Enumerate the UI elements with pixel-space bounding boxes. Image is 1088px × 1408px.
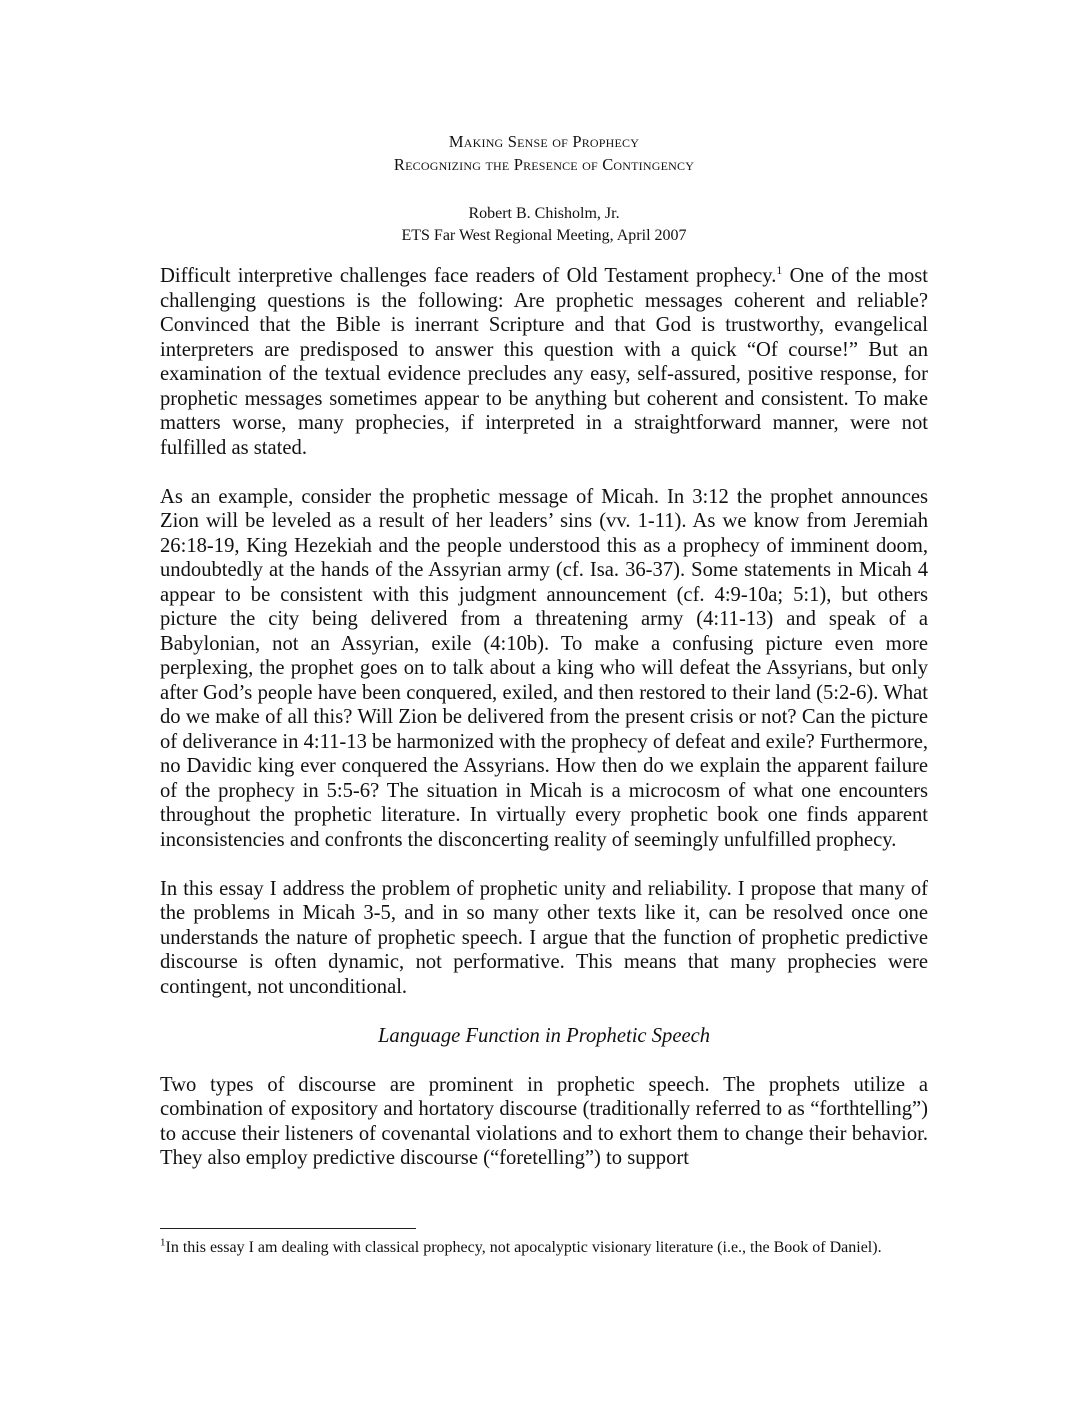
footnote <box>160 1237 928 1259</box>
paragraph-3: In this essay I address the problem of prophetic unity and reliability. I propose that many of the problems in Micah 3-5, and in so many other texts like it, can be resolved once one understands the nature of prophetic speech. I argue that the function of prophetic predictive discourse is often dynamic, not performative. This means that many prophecies were contingent, not unconditional. <box>160 877 928 998</box>
venue-line: ETS Far West Regional Meeting, April 2007 <box>401 227 687 244</box>
paragraph-2: As an example, consider the prophetic message of Micah. In 3:12 the prophet announces Zion will be leveled as a result of her leaders’ sins (vv. 1-11). As we know from Jeremiah 26:18-19, King Hezekiah and the people understood this as a prophecy of imminent doom, undoubtedly at the hands of the Assyrian army (cf. Isa. 36-37). Some statements in Micah 4 appear to be consistent with this judgment announcement (cf. 4:9-10a; 5:1), but others picture the city being delivered from a threatening army (4:11-13) and speak of a Babylonian, not an Assyrian, exile (4:10b). To make a confusing picture even more perplexing, the prophet goes on to talk about a king who will defeat the Assyrians, but only after God’s people have been conquered, exiled, and then restored to their land (5:2-6). What do we make of all this? Will Zion be delivered from the present crisis or not? Can the picture of deliverance in 4:11-13 be harmonized with the prophecy of defeat and exile? Furthermore, no Davidic king ever conquered the Assyrians. How then do we explain the apparent failure of the prophecy in 5:5-6? The situation in Micah is a microcosm of what one encounters throughout the prophetic literature. In virtually every prophetic book one finds apparent inconsistencies and confronts the disconcerting reality of seemingly unfulfilled prophecy. <box>160 485 928 851</box>
title-block <box>160 130 928 176</box>
footnote-reference: 1 <box>776 263 783 278</box>
body-text <box>160 264 928 1195</box>
paragraph-1-start: Difficult interpretive challenges face readers of Old Testament prophecy. <box>160 265 777 287</box>
title-line-2: Recognizing the Presence of Contingency <box>393 155 695 174</box>
author-block <box>160 203 928 247</box>
paragraph-1 <box>160 264 928 460</box>
document-page <box>160 0 928 1408</box>
author-name: Robert B. Chisholm, Jr. <box>468 205 620 222</box>
footnote-number: 1 <box>160 1236 166 1249</box>
section-heading: Language Function in Prophetic Speech <box>377 1024 711 1047</box>
footnote-divider <box>160 1228 416 1229</box>
paragraph-1-rest: One of the most challenging questions is the following: Are prophetic messages coherent and reliable? Convinced that the Bible is inerrant Scripture and that God is trustworthy, evangelical interpreters are predisposed to answer this question with a quick “Of course!” But an examination of the textual evidence precludes any easy, self-assured, positive response, for prophetic messages sometimes appear to be anything but coherent and consistent. To make matters worse, many prophecies, if interpreted in a straightforward manner, were not fulfilled as stated. <box>160 265 928 459</box>
paragraph-4: Two types of discourse are prominent in prophetic speech. The prophets utilize a combination of expository and hortatory discourse (traditionally referred to as “forthtelling”) to accuse their listeners of covenantal violations and to exhort them to change their behavior. They also employ predictive discourse (“foretelling”) to support <box>160 1073 928 1169</box>
footnote-text: In this essay I am dealing with classical prophecy, not apocalyptic visionary literature (i.e., the Book of Daniel). <box>165 1239 882 1256</box>
title-line-1: Making Sense of Prophecy <box>448 132 640 151</box>
